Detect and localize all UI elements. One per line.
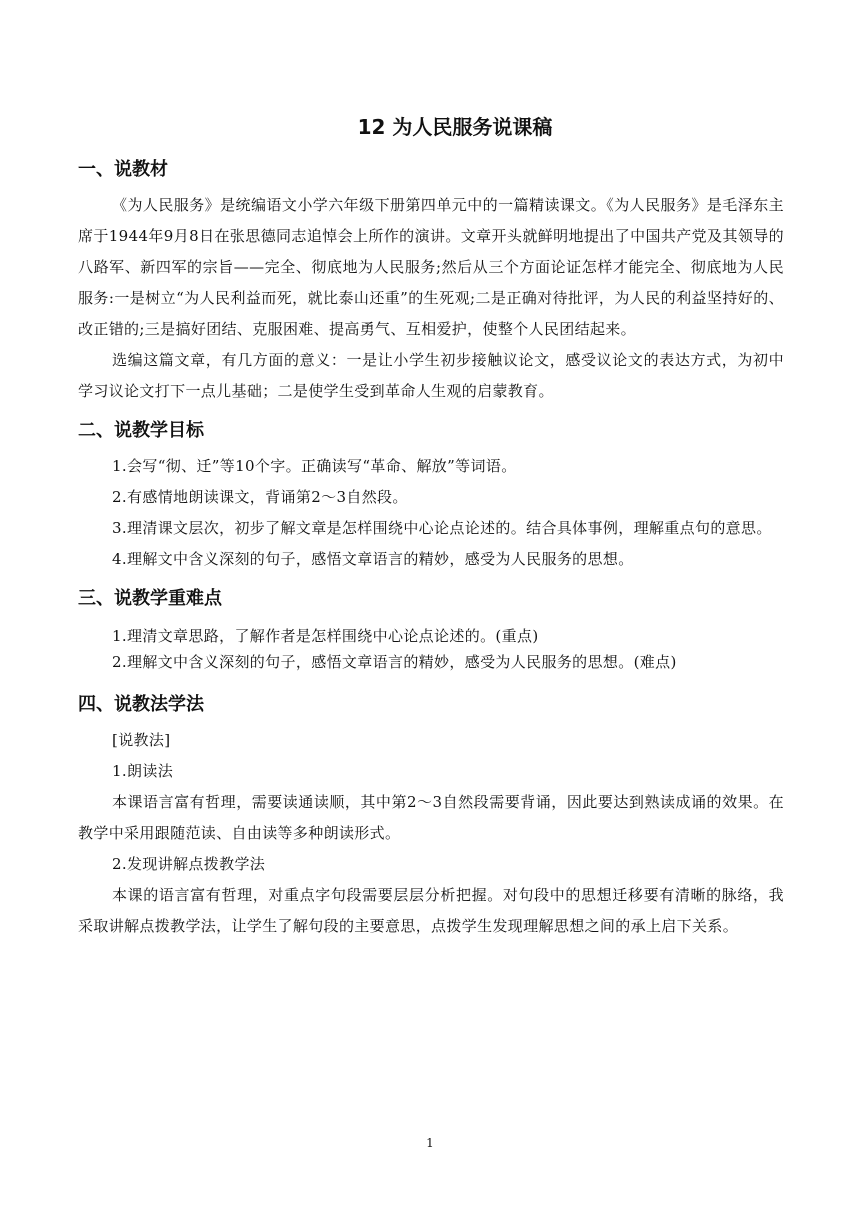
document-body [78,112,784,942]
key-point-item: 2.理解文中含义深刻的句子，感悟文章语言的精妙，感受为人民服务的思想。(难点) [112,653,677,671]
key-point-item: 1.理清文章思路，了解作者是怎样围绕中心论点论述的。(重点) [112,627,539,645]
method-title: 2.发现讲解点拨教学法 [112,855,266,873]
paragraph: 本课语言富有哲理，需要读通读顺，其中第2～3自然段需要背诵，因此要达到熟读成诵的效果。在教学中采用跟随范读、自由读等多种朗读形式。 [78,793,784,842]
section-heading-key-points: 三、说教学重难点 [78,588,222,609]
goal-item: 3.理清课文层次，初步了解文章是怎样围绕中心论点论述的。结合具体事例，理解重点句的意思。 [112,519,772,537]
paragraph: 《为人民服务》是统编语文小学六年级下册第四单元中的一篇精读课文。《为人民服务》是毛泽东主席于1944年9月8日在张思德同志追悼会上所作的演讲。文章开头就鲜明地提出了中国共产党及其领导的八路军、新四军的宗旨——完全、彻底地为人民服务;然后从三个方面论证怎样才能完全、彻底地为人民服务:一是树立“为人民利益而死，就比泰山还重”的生死观;二是正确对待批评，为人民的利益坚持好的、改正错的;三是搞好团结、克服困难、提高勇气、互相爱护，使整个人民团结起来。 [78,196,784,338]
document-title: 12 为人民服务说课稿 [357,115,553,139]
section-heading-teaching-methods: 四、说教法学法 [78,694,204,715]
goal-item: 2.有感情地朗读课文，背诵第2～3自然段。 [112,488,408,506]
page-number: 1 [426,1136,434,1150]
section-heading-teaching-goals: 二、说教学目标 [78,420,204,441]
paragraph: 本课的语言富有哲理，对重点字句段需要层层分析把握。对句段中的思想迁移要有清晰的脉络，我采取讲解点拨教学法，让学生了解句段的主要意思，点拨学生发现理解思想之间的承上启下关系。 [78,886,784,935]
goal-item: 1.会写“彻、迁”等10个字。正确读写“革命、解放”等词语。 [112,457,517,475]
subsection-label: [说教法] [112,731,171,749]
method-title: 1.朗读法 [112,762,174,780]
goal-item: 4.理解文中含义深刻的句子，感悟文章语言的精妙，感受为人民服务的思想。 [112,550,634,568]
paragraph: 选编这篇文章，有几方面的意义：一是让小学生初步接触议论文，感受议论文的表达方式，为初中学习议论文打下一点儿基础；二是使学生受到革命人生观的启蒙教育。 [78,351,784,400]
section-heading-teaching-material: 一、说教材 [78,159,168,180]
